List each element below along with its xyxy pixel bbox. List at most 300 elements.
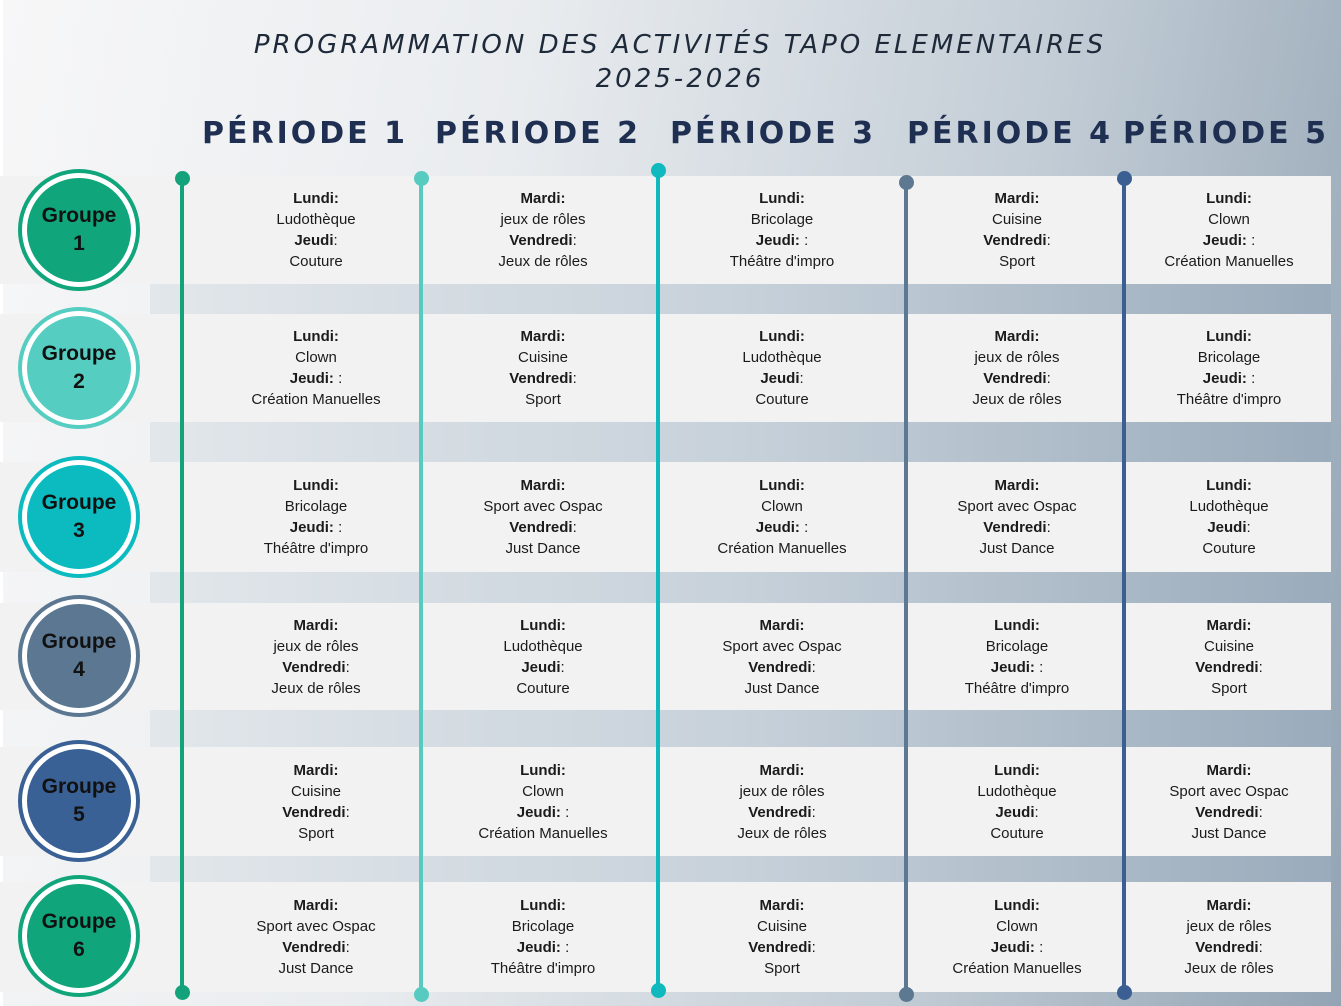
day-1: Mardi: [293,616,339,634]
day-2-colon: : [345,658,350,676]
row-separator-band [150,572,1331,603]
period-5-timeline [1122,178,1126,992]
period-2-timeline [419,178,423,994]
schedule-cell [433,188,653,272]
day-2: Jeudi: [990,658,1035,676]
day-2: Jeudi: [289,370,334,387]
day-2-colon: : [572,370,577,387]
group-label: Groupe [41,491,117,514]
cell-line-activity-1 [206,496,426,517]
row-separator-band [150,284,1331,314]
cell-line-activity-1 [433,781,653,802]
day-1: Lundi: [293,477,339,494]
cell-line-day2-label [907,517,1127,538]
cell-line-day1-label [433,760,653,781]
schedule-cell [672,326,892,410]
day-2: Vendredi [282,658,346,676]
period-4-end-dot [899,987,914,1002]
cell-line-day2-label [206,657,426,678]
day-2: Jeudi [1207,519,1247,536]
activity-2: Just Dance [1191,824,1267,842]
cell-line-day1-label [433,895,653,916]
cell-line-day1-label [206,326,426,347]
day-1: Lundi: [1206,190,1252,207]
activity-2: Théâtre d'impro [964,679,1070,697]
activity-1: Clown [522,782,564,800]
day-2-colon: : [333,370,343,387]
group-label: Groupe [41,204,117,227]
day-1: Lundi: [1206,328,1252,345]
day-2: Vendredi [983,519,1047,536]
schedule-cell [672,760,892,844]
page-subtitle-year: 2025-2026 [595,64,765,94]
day-1: Mardi: [759,897,805,914]
period-4-timeline [904,182,908,994]
day-1: Mardi: [759,616,805,634]
activity-1: Bricolage [284,498,348,515]
cell-line-activity-2 [433,678,653,699]
day-2-colon: : [1046,370,1051,387]
schedule-cell [1119,895,1339,979]
day-2-colon: : [1246,519,1251,536]
day-2: Jeudi [294,232,334,249]
activity-2: Sport [298,824,334,842]
cell-line-day1-label [206,475,426,496]
cell-line-day1-label [672,615,892,636]
day-1: Mardi: [1206,897,1252,914]
schedule-cell [206,188,426,272]
schedule-cell [206,326,426,410]
cell-line-activity-2 [206,251,426,272]
day-2: Jeudi: [990,939,1035,956]
cell-line-activity-2 [907,678,1127,699]
day-1: Mardi: [759,761,805,779]
day-2-colon: : [811,803,816,821]
period-5-end-dot [1117,985,1132,1000]
cell-line-activity-2 [672,538,892,559]
cell-line-activity-1 [206,209,426,230]
page-title: PROGRAMMATION DES ACTIVITÉS TAPO ELEMENTAIRES [253,30,1107,60]
activity-1: Cuisine [517,349,569,366]
day-1: Lundi: [759,328,805,345]
day-2: Vendredi [509,370,573,387]
cell-line-activity-1 [433,636,653,657]
cell-line-day2-label [907,368,1127,389]
cell-line-day2-label [672,517,892,538]
schedule-cell [1119,760,1339,844]
day-2-colon: : [345,939,350,956]
period-1-end-dot [175,985,190,1000]
schedule-cell [1119,188,1339,272]
activity-1: Cuisine [756,918,808,935]
group-number: 1 [73,232,85,255]
cell-line-day2-label [433,802,653,823]
activity-1: jeux de rôles [273,637,359,655]
day-1: Lundi: [994,616,1040,634]
cell-line-day1-label [206,760,426,781]
cell-line-activity-2 [1119,389,1339,410]
activity-1: Sport avec Ospac [957,498,1077,515]
cell-line-activity-2 [672,251,892,272]
schedule-cell [672,188,892,272]
cell-line-day1-label [1119,326,1339,347]
day-2: Vendredi [509,519,573,536]
cell-line-day1-label [672,188,892,209]
day-1: Mardi: [1206,616,1252,634]
schedule-cell [1119,615,1339,699]
activity-1: Clown [1208,211,1250,228]
period-1-timeline [180,178,184,992]
activity-2: Couture [516,679,570,697]
cell-line-activity-1 [907,781,1127,802]
cell-line-day2-label [1119,802,1339,823]
day-2-colon: : [1034,803,1039,821]
day-2-colon: : [811,658,816,676]
schedule-cell [1119,475,1339,559]
cell-line-day1-label [206,188,426,209]
activity-2: Sport [1211,679,1247,697]
cell-line-activity-2 [433,538,653,559]
activity-2: Couture [289,253,343,270]
activity-1: jeux de rôles [1186,918,1272,935]
schedule-cell [907,475,1127,559]
activity-1: Ludothèque [742,349,822,366]
day-2-colon: : [1246,232,1256,249]
cell-line-activity-1 [206,781,426,802]
day-2-colon: : [1258,803,1263,821]
activity-1: Ludothèque [503,637,583,655]
day-2: Jeudi: [289,519,334,536]
activity-2: Jeux de rôles [498,253,588,270]
cell-line-activity-2 [433,958,653,979]
group-4-badge [18,595,140,717]
cell-line-day1-label [672,326,892,347]
day-2-colon: : [1246,370,1256,387]
day-2-colon: : [1258,658,1263,676]
cell-line-day2-label [433,517,653,538]
activity-1: jeux de rôles [500,211,586,228]
cell-line-day1-label [907,895,1127,916]
schedule-cell [433,895,653,979]
cell-line-activity-1 [672,916,892,937]
day-2: Jeudi [760,370,800,387]
activity-1: Bricolage [750,211,814,228]
activity-1: Cuisine [290,782,342,800]
day-2-colon: : [1034,939,1044,956]
day-2: Vendredi [748,939,812,956]
activity-1: Ludothèque [977,782,1057,800]
cell-line-day2-label [672,802,892,823]
period-header-1: PÉRIODE 1 [202,116,408,151]
schedule-cell [907,188,1127,272]
cell-line-day2-label [206,937,426,958]
cell-line-day2-label [1119,517,1339,538]
activity-2: Théâtre d'impro [1176,391,1282,408]
cell-line-activity-1 [433,209,653,230]
day-2-colon: : [345,803,350,821]
cell-line-day1-label [1119,760,1339,781]
period-header-5: PÉRIODE 5 [1123,116,1329,151]
day-2: Vendredi [282,803,346,821]
schedule-cell [206,760,426,844]
day-2-colon: : [811,939,816,956]
cell-line-day2-label [206,368,426,389]
group-badge-inner [27,884,131,988]
group-label: Groupe [41,910,117,933]
day-2: Jeudi: [755,232,800,249]
cell-line-activity-2 [907,538,1127,559]
cell-line-activity-2 [907,823,1127,844]
day-2: Jeudi [995,803,1035,821]
group-number: 6 [73,938,85,961]
day-2-colon: : [1046,232,1051,249]
cell-line-activity-2 [672,389,892,410]
day-2-colon: : [560,658,565,676]
day-1: Mardi: [520,190,566,207]
cell-line-day1-label [1119,615,1339,636]
cell-line-activity-2 [672,678,892,699]
day-1: Mardi: [994,328,1040,345]
cell-line-day2-label [907,937,1127,958]
activity-1: jeux de rôles [739,782,825,800]
activity-2: Création Manuelles [478,824,608,842]
group-5-badge [18,740,140,862]
activity-2: Création Manuelles [717,540,847,557]
activity-1: Clown [295,349,337,366]
day-2-colon: : [1258,939,1263,956]
schedule-cell [433,615,653,699]
cell-line-day1-label [433,475,653,496]
cell-line-activity-2 [907,389,1127,410]
activity-2: Création Manuelles [1164,253,1294,270]
activity-2: Sport [999,253,1035,270]
day-1: Mardi: [520,328,566,345]
activity-1: Sport avec Ospac [256,918,376,935]
day-2: Vendredi [1195,658,1259,676]
activity-2: Jeux de rôles [972,391,1062,408]
activity-1: Bricolage [985,637,1049,655]
cell-line-day1-label [1119,895,1339,916]
row-separator-band [150,710,1331,747]
day-2-colon: : [799,519,809,536]
activity-2: Sport [764,960,800,977]
cell-line-activity-1 [672,496,892,517]
schedule-cell [672,475,892,559]
day-1: Lundi: [1206,477,1252,494]
cell-line-activity-2 [206,823,426,844]
cell-line-day1-label [433,326,653,347]
cell-line-activity-1 [433,496,653,517]
cell-line-day2-label [672,230,892,251]
day-2: Vendredi [983,370,1047,387]
cell-line-day2-label [1119,368,1339,389]
activity-2: Théâtre d'impro [490,960,596,977]
activity-1: Cuisine [1203,637,1255,655]
period-1-start-dot [175,171,190,186]
group-badge-inner [27,749,131,853]
cell-line-activity-1 [907,496,1127,517]
cell-line-day1-label [1119,188,1339,209]
cell-line-activity-2 [433,389,653,410]
cell-line-activity-1 [1119,209,1339,230]
activity-2: Just Dance [278,960,354,977]
activity-2: Création Manuelles [251,391,381,408]
day-2-colon: : [1034,658,1044,676]
cell-line-day1-label [907,326,1127,347]
cell-line-activity-1 [672,347,892,368]
day-1: Mardi: [994,477,1040,494]
activity-1: Ludothèque [276,211,356,228]
activity-1: Clown [761,498,803,515]
activity-1: Ludothèque [1189,498,1269,515]
day-2-colon: : [572,519,577,536]
schedule-cell [206,895,426,979]
period-header-3: PÉRIODE 3 [670,116,876,151]
cell-line-day2-label [907,230,1127,251]
row-separator-band [150,856,1331,882]
cell-line-day2-label [672,937,892,958]
day-2: Vendredi [748,803,812,821]
day-1: Lundi: [520,761,566,779]
group-6-badge [18,875,140,997]
cell-line-day2-label [672,368,892,389]
day-2-colon: : [560,939,570,956]
cell-line-activity-2 [206,958,426,979]
day-2: Vendredi [282,939,346,956]
group-1-badge [18,169,140,291]
day-1: Mardi: [520,477,566,494]
day-2: Jeudi: [516,939,561,956]
day-2: Jeudi [521,658,561,676]
cell-line-activity-2 [206,678,426,699]
cell-line-activity-1 [1119,636,1339,657]
cell-line-activity-1 [907,636,1127,657]
activity-1: Sport avec Ospac [722,637,842,655]
period-header-2: PÉRIODE 2 [435,116,641,151]
cell-line-day2-label [907,802,1127,823]
schedule-cell [907,760,1127,844]
group-badge-inner [27,316,131,420]
cell-line-activity-2 [1119,538,1339,559]
day-2: Jeudi: [516,803,561,821]
cell-line-day2-label [206,517,426,538]
cell-line-day1-label [907,475,1127,496]
cell-line-day1-label [672,475,892,496]
cell-line-day2-label [1119,230,1339,251]
cell-line-activity-1 [1119,781,1339,802]
group-label: Groupe [41,630,117,653]
cell-line-day1-label [672,895,892,916]
activity-2: Jeux de rôles [1184,960,1274,977]
period-3-end-dot [651,983,666,998]
day-2: Vendredi [1195,939,1259,956]
cell-line-day1-label [433,615,653,636]
schedule-cell [1119,326,1339,410]
period-3-start-dot [651,163,666,178]
cell-line-activity-2 [206,538,426,559]
cell-line-activity-1 [907,347,1127,368]
activity-2: Théâtre d'impro [729,253,835,270]
period-2-start-dot [414,171,429,186]
day-1: Lundi: [520,616,566,634]
cell-line-day1-label [433,188,653,209]
cell-line-day2-label [433,657,653,678]
day-2-colon: : [572,232,577,249]
activity-2: Théâtre d'impro [263,540,369,557]
activity-1: Bricolage [511,918,575,935]
cell-line-day1-label [206,895,426,916]
activity-1: jeux de rôles [974,349,1060,366]
cell-line-day2-label [433,368,653,389]
cell-line-day2-label [433,230,653,251]
group-number: 3 [73,519,85,542]
day-1: Mardi: [293,897,339,914]
period-3-timeline [656,170,660,990]
group-3-badge [18,456,140,578]
cell-line-activity-1 [433,916,653,937]
cell-line-activity-1 [433,347,653,368]
activity-2: Couture [755,391,809,408]
period-header-4: PÉRIODE 4 [907,116,1113,151]
activity-2: Just Dance [505,540,581,557]
day-1: Lundi: [759,477,805,494]
activity-2: Couture [1202,540,1256,557]
cell-line-activity-2 [672,958,892,979]
activity-2: Just Dance [979,540,1055,557]
cell-line-activity-1 [206,636,426,657]
day-2-colon: : [560,803,570,821]
cell-line-activity-2 [433,251,653,272]
day-1: Lundi: [293,328,339,345]
activity-2: Couture [990,824,1044,842]
cell-line-activity-1 [672,636,892,657]
cell-line-activity-1 [672,209,892,230]
group-number: 5 [73,803,85,826]
cell-line-day2-label [1119,937,1339,958]
group-number: 2 [73,370,85,393]
schedule-cell [433,760,653,844]
day-1: Mardi: [994,190,1040,207]
day-2: Jeudi: [1202,232,1247,249]
day-2-colon: : [799,232,809,249]
activity-2: Jeux de rôles [271,679,361,697]
day-2-colon: : [799,370,804,387]
group-badge-inner [27,465,131,569]
cell-line-activity-1 [1119,496,1339,517]
schedule-cell [433,326,653,410]
activity-1: Sport avec Ospac [483,498,603,515]
cell-line-activity-1 [206,347,426,368]
period-5-start-dot [1117,171,1132,186]
day-1: Lundi: [293,190,339,207]
activity-2: Jeux de rôles [737,824,827,842]
day-1: Lundi: [759,190,805,207]
day-2: Vendredi [509,232,573,249]
cell-line-activity-2 [1119,678,1339,699]
day-2: Vendredi [748,658,812,676]
cell-line-day1-label [1119,475,1339,496]
cell-line-activity-1 [907,916,1127,937]
activity-2: Just Dance [744,679,820,697]
day-2: Vendredi [1195,803,1259,821]
group-badge-inner [27,604,131,708]
activity-1: Bricolage [1197,349,1261,366]
day-2-colon: : [333,232,338,249]
cell-line-day1-label [907,615,1127,636]
day-2: Jeudi: [1202,370,1247,387]
group-2-badge [18,307,140,429]
cell-line-activity-2 [206,389,426,410]
